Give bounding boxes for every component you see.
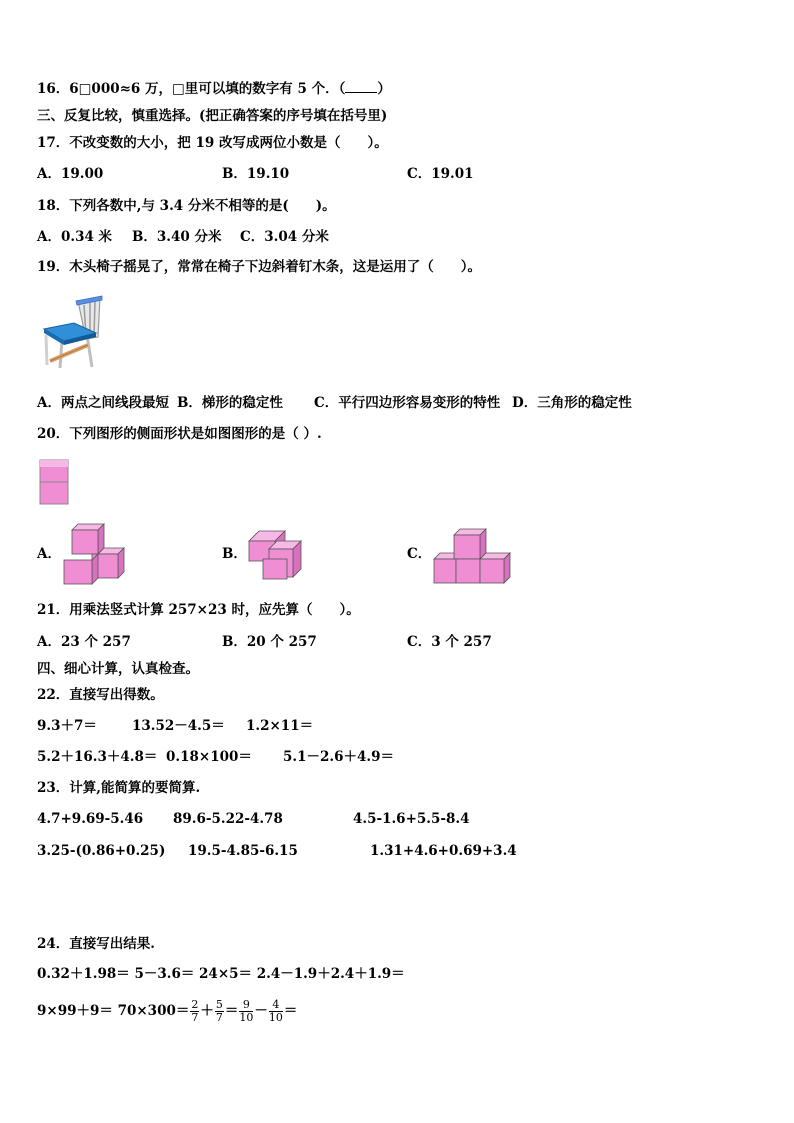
q20-option-a[interactable]: A． xyxy=(37,546,61,562)
q20-figure-b[interactable] xyxy=(245,529,307,581)
q18-option-c[interactable]: C．3.04 分米 xyxy=(240,229,329,245)
q20-stem: 20．下列图形的侧面形状是如图图形的是（ ）. xyxy=(37,426,322,442)
q17-stem: 17．不改变数的大小，把 19 改写成两位小数是（ ）。 xyxy=(37,135,388,151)
q22-item: 9.3＋7＝ xyxy=(37,718,97,734)
q18-option-a[interactable]: A．0.34 米 xyxy=(37,229,113,245)
q22-item: 5.1－2.6＋4.9＝ xyxy=(283,749,394,765)
q20-figure-c[interactable] xyxy=(430,527,514,585)
q23-item: 4.7+9.69-5.46 xyxy=(37,811,144,827)
q17-option-b[interactable]: B．19.10 xyxy=(222,166,290,182)
q23-item: 1.31+4.6+0.69+3.4 xyxy=(370,843,517,859)
q22-item: 0.18×100＝ xyxy=(166,749,252,765)
q17-option-a[interactable]: A．19.00 xyxy=(37,166,104,182)
equals-sign: ＝ xyxy=(224,1003,239,1019)
q19-option-b[interactable]: B．梯形的稳定性 xyxy=(177,395,283,411)
q23-item: 89.6-5.22-4.78 xyxy=(173,811,283,827)
q19-stem: 19．木头椅子摇晃了，常常在椅子下边斜着钉木条，这是运用了（ ）。 xyxy=(37,259,482,275)
q16-answer-blank[interactable] xyxy=(345,80,377,93)
q20-option-b[interactable]: B． xyxy=(222,546,247,562)
q22-stem: 22．直接写出得数。 xyxy=(37,687,164,703)
q16-close: ） xyxy=(377,81,391,97)
fraction: $\frac{5}{7}$ xyxy=(215,998,223,1024)
plus-sign: ＋ xyxy=(200,1003,214,1019)
q22-item: 5.2＋16.3＋4.8＝ xyxy=(37,749,158,765)
fraction: $\frac{2}{7}$ xyxy=(191,998,199,1024)
section3-heading: 三、反复比较，慎重选择。(把正确答案的序号填在括号里) xyxy=(37,108,388,124)
chair-image xyxy=(40,295,110,370)
equals-sign: ＝ xyxy=(283,1003,298,1019)
q21-stem: 21．用乘法竖式计算 257×23 时，应先算（ ）。 xyxy=(37,602,360,618)
q24-row1: 0.32＋1.98＝ 5－3.6＝ 24×5＝ 2.4－1.9＋2.4＋1.9＝ xyxy=(37,966,405,982)
q24-row2 xyxy=(37,994,297,1028)
section4-heading: 四、细心计算，认真检查。 xyxy=(37,661,199,677)
q21-option-a[interactable]: A．23 个 257 xyxy=(37,634,131,650)
q23-item: 3.25-(0.86+0.25) xyxy=(37,843,166,859)
q23-item: 19.5-4.85-6.15 xyxy=(188,843,298,859)
q23-item: 4.5-1.6+5.5-8.4 xyxy=(353,811,470,827)
q21-option-b[interactable]: B．20 个 257 xyxy=(222,634,317,650)
q20-figure-a[interactable] xyxy=(60,522,130,586)
side-view-figure xyxy=(39,459,69,506)
q21-option-c[interactable]: C．3 个 257 xyxy=(407,634,492,650)
q18-option-b[interactable]: B．3.40 分米 xyxy=(132,229,222,245)
fraction: $\frac{4}{10}$ xyxy=(268,998,283,1024)
minus-sign: － xyxy=(254,1003,268,1019)
q19-option-c[interactable]: C．平行四边形容易变形的特性 xyxy=(314,395,501,411)
q18-stem: 18．下列各数中,与 3.4 分米不相等的是( )。 xyxy=(37,198,336,214)
q17-option-c[interactable]: C．19.01 xyxy=(407,166,474,182)
q24-stem: 24．直接写出结果. xyxy=(37,936,155,952)
q16-text: 16．6□000≈6 万，□里可以填的数字有 5 个．（ xyxy=(37,81,346,97)
q22-item: 1.2×11＝ xyxy=(246,718,314,734)
fraction: $\frac{9}{10}$ xyxy=(239,998,254,1024)
q20-option-c[interactable]: C． xyxy=(407,546,432,562)
q16-line xyxy=(37,80,391,98)
q24-row2-text: 9×99＋9＝ 70×300＝ xyxy=(37,1003,190,1019)
q19-option-d[interactable]: D．三角形的稳定性 xyxy=(512,395,632,411)
q23-stem: 23．计算,能简算的要简算. xyxy=(37,780,201,796)
q19-option-a[interactable]: A．两点之间线段最短 xyxy=(37,395,169,411)
q22-item: 13.52－4.5＝ xyxy=(132,718,225,734)
